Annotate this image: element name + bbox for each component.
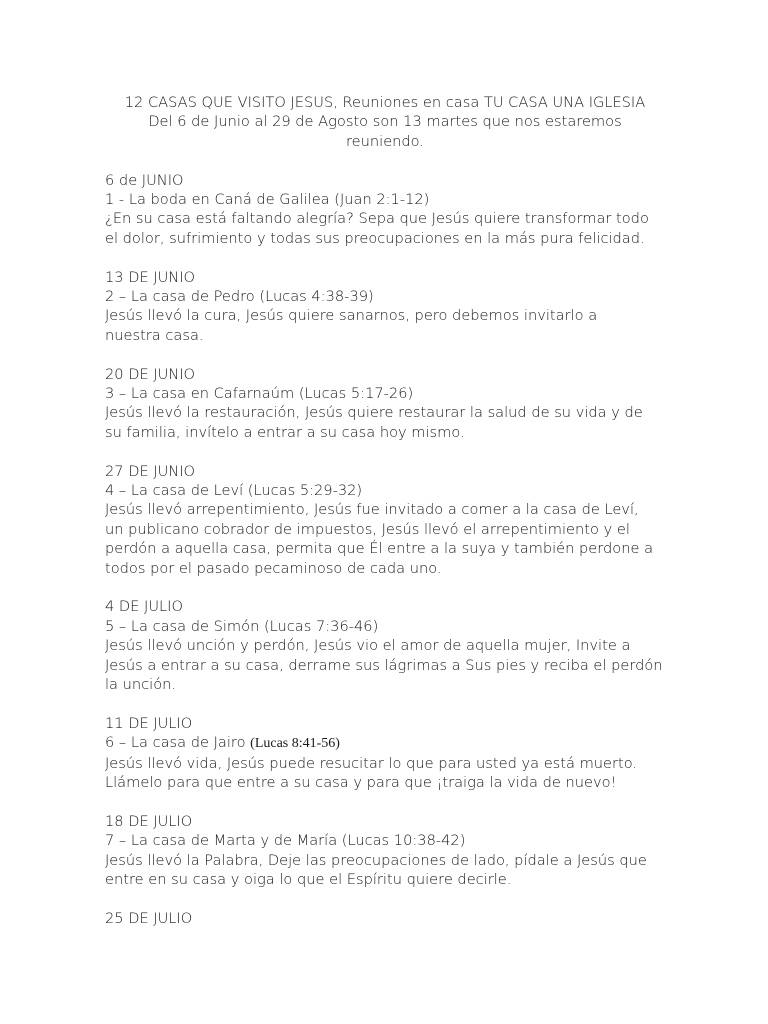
entry-1 — [105, 171, 665, 249]
entry-date: 4 DE JULIO — [105, 598, 183, 616]
entry-2 — [105, 268, 665, 346]
entry-title: 5 – La casa de Simón (Lucas 7:36-46) — [105, 617, 379, 635]
document-header — [105, 93, 665, 151]
entry-date: 6 de JUNIO — [105, 171, 184, 189]
entry-8 — [105, 909, 665, 928]
entry-text-line: Jesús llevó unción y perdón, Jesús vio el amor de aquella mujer, Invite a — [105, 637, 631, 655]
entry-4 — [105, 462, 665, 578]
entry-title: 7 – La casa de Marta y de María (Lucas 10:38-42) — [105, 832, 466, 850]
entry-text-line: nuestra casa. — [105, 326, 204, 344]
entry-text-line: Jesús llevó la restauración, Jesús quiere restaurar la salud de su vida y de — [105, 404, 643, 422]
header-subtitle-line: Del 6 de Junio al 29 de Agosto son 13 martes que nos estaremos — [148, 113, 622, 131]
entry-text-line: su familia, invítelo a entrar a su casa hoy mismo. — [105, 423, 465, 441]
entry-text-line: Llámelo para que entre a su casa y para que ¡traiga la vida de nuevo! — [105, 774, 617, 792]
entry-title: 1 - La boda en Caná de Galilea (Juan 2:1-12) — [105, 191, 430, 209]
entry-date: 11 DE JULIO — [105, 714, 193, 732]
entry-text-line: Jesús a entrar a su casa, derrame sus lágrimas a Sus pies y reciba el perdón — [105, 656, 663, 674]
entry-text-line: Jesús llevó vida, Jesús puede resucitar lo que para usted ya está muerto. — [105, 754, 638, 772]
entry-text-line: Jesús llevó arrepentimiento, Jesús fue invitado a comer a la casa de Leví, — [105, 501, 639, 519]
entry-3 — [105, 365, 665, 443]
entry-text-line: la unción. — [105, 676, 177, 694]
entry-date: 18 DE JULIO — [105, 812, 193, 830]
entry-title: 4 – La casa de Leví (Lucas 5:29-32) — [105, 482, 363, 500]
entry-date: 13 DE JUNIO — [105, 268, 195, 286]
entry-date: 25 DE JULIO — [105, 909, 193, 927]
entry-title: 6 – La casa de Jairo — [105, 734, 246, 752]
entry-text-line: ¿En su casa está faltando alegría? Sepa que Jesús quiere transformar todo — [105, 210, 649, 228]
entry-date: 27 DE JUNIO — [105, 462, 195, 480]
entry-7 — [105, 812, 665, 890]
entry-title: 3 – La casa en Cafarnaúm (Lucas 5:17-26) — [105, 385, 414, 403]
entry-text-line: un publicano cobrador de impuestos, Jesús llevó el arrepentimiento y el — [105, 520, 630, 538]
entry-text-line: el dolor, sufrimiento y todas sus preocupaciones en la más pura felicidad. — [105, 229, 645, 247]
entry-6 — [105, 714, 665, 793]
entry-scripture-ref: (Lucas 8:41-56) — [250, 736, 340, 752]
entry-date: 20 DE JUNIO — [105, 365, 195, 383]
header-subtitle-line-end: reuniendo. — [345, 132, 424, 150]
entry-text-line: Jesús llevó la cura, Jesús quiere sanarnos, pero debemos invitarlo a — [105, 307, 598, 325]
header-title-line: 12 CASAS QUE VISITO JESUS, Reuniones en casa TU CASA UNA IGLESIA — [124, 94, 646, 111]
entry-title-row — [105, 733, 665, 753]
entry-5 — [105, 597, 665, 694]
entry-text-line: perdón a aquella casa, permita que Él entre a la suya y también perdone a — [105, 540, 654, 558]
document-page — [105, 93, 665, 948]
entry-text-line: entre en su casa y oiga lo que el Espíritu quiere decirle. — [105, 871, 512, 889]
entry-text-line: todos por el pasado pecaminoso de cada uno. — [105, 559, 442, 577]
entry-title: 2 – La casa de Pedro (Lucas 4:38-39) — [105, 288, 374, 306]
entry-text-line: Jesús llevó la Palabra, Deje las preocupaciones de lado, pídale a Jesús que — [105, 851, 647, 869]
